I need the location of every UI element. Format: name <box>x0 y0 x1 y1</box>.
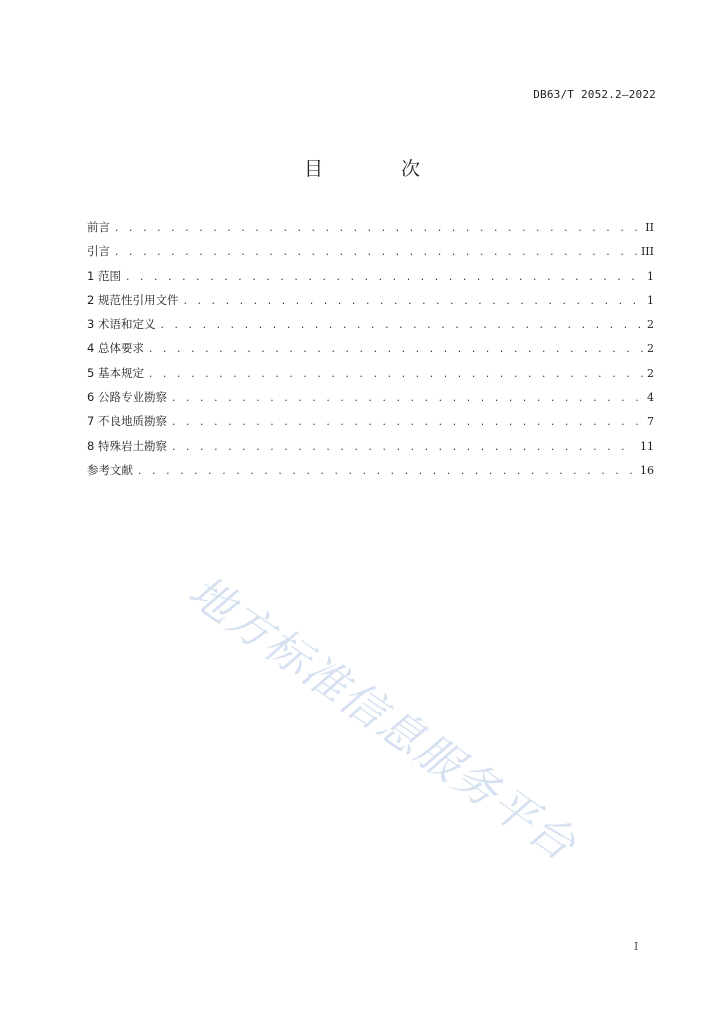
toc-leader-dots <box>171 391 643 407</box>
toc-entry-label: 前言 <box>87 220 110 234</box>
watermark: 地方标准信息服务平台 <box>179 565 586 872</box>
toc-entry-page: 7 <box>647 415 654 429</box>
toc-entry-adverse-geology-survey[interactable] <box>87 413 654 437</box>
table-of-contents <box>87 219 654 486</box>
toc-entry-page: 1 <box>647 293 654 307</box>
page-title: 目 次 <box>303 158 457 180</box>
toc-entry-bibliography[interactable] <box>87 462 654 486</box>
toc-entry-page: III <box>640 245 654 259</box>
toc-entry-label: 4 总体要求 <box>87 341 144 356</box>
toc-entry-label: 1 范围 <box>87 268 121 283</box>
toc-entry-page: II <box>645 221 654 234</box>
toc-entry-label: 5 基本规定 <box>87 365 144 380</box>
toc-leader-dots <box>171 415 643 431</box>
toc-leader-dots <box>171 440 636 456</box>
toc-entry-general-requirements[interactable] <box>87 340 654 364</box>
toc-entry-page: 4 <box>647 391 654 405</box>
toc-leader-dots <box>137 464 636 480</box>
toc-entry-highway-survey[interactable] <box>87 389 654 413</box>
toc-entry-page: 2 <box>647 342 654 356</box>
toc-leader-dots <box>148 367 643 383</box>
page-number: I <box>634 940 639 953</box>
toc-entry-label: 8 特殊岩土勘察 <box>87 438 167 453</box>
toc-entry-label: 引言 <box>87 244 110 259</box>
toc-leader-dots <box>114 221 641 237</box>
toc-entry-page: 16 <box>640 463 654 477</box>
toc-entry-label: 3 术语和定义 <box>87 317 156 332</box>
toc-leader-dots <box>148 342 643 358</box>
toc-entry-special-soil-survey[interactable] <box>87 438 654 462</box>
toc-leader-dots <box>159 318 643 334</box>
toc-entry-label: 6 公路专业勘察 <box>87 390 167 405</box>
toc-leader-dots <box>125 270 643 286</box>
toc-entry-basic-provisions[interactable] <box>87 365 654 389</box>
toc-entry-normative-references[interactable] <box>87 292 654 316</box>
toc-entry-terms-definitions[interactable] <box>87 316 654 340</box>
toc-entry-introduction[interactable] <box>87 243 654 267</box>
toc-entry-page: 2 <box>647 318 654 332</box>
toc-leader-dots <box>114 245 637 261</box>
toc-entry-foreword[interactable] <box>87 219 654 243</box>
document-id: DB63/T 2052.2—2022 <box>533 88 656 101</box>
toc-entry-page: 11 <box>640 439 654 453</box>
toc-entry-scope[interactable] <box>87 268 654 292</box>
toc-entry-label: 参考文献 <box>87 462 133 477</box>
toc-entry-page: 1 <box>647 269 654 283</box>
toc-entry-page: 2 <box>647 366 654 380</box>
toc-entry-label: 2 规范性引用文件 <box>87 292 179 307</box>
toc-entry-label: 7 不良地质勘察 <box>87 414 167 429</box>
toc-leader-dots <box>182 294 643 310</box>
